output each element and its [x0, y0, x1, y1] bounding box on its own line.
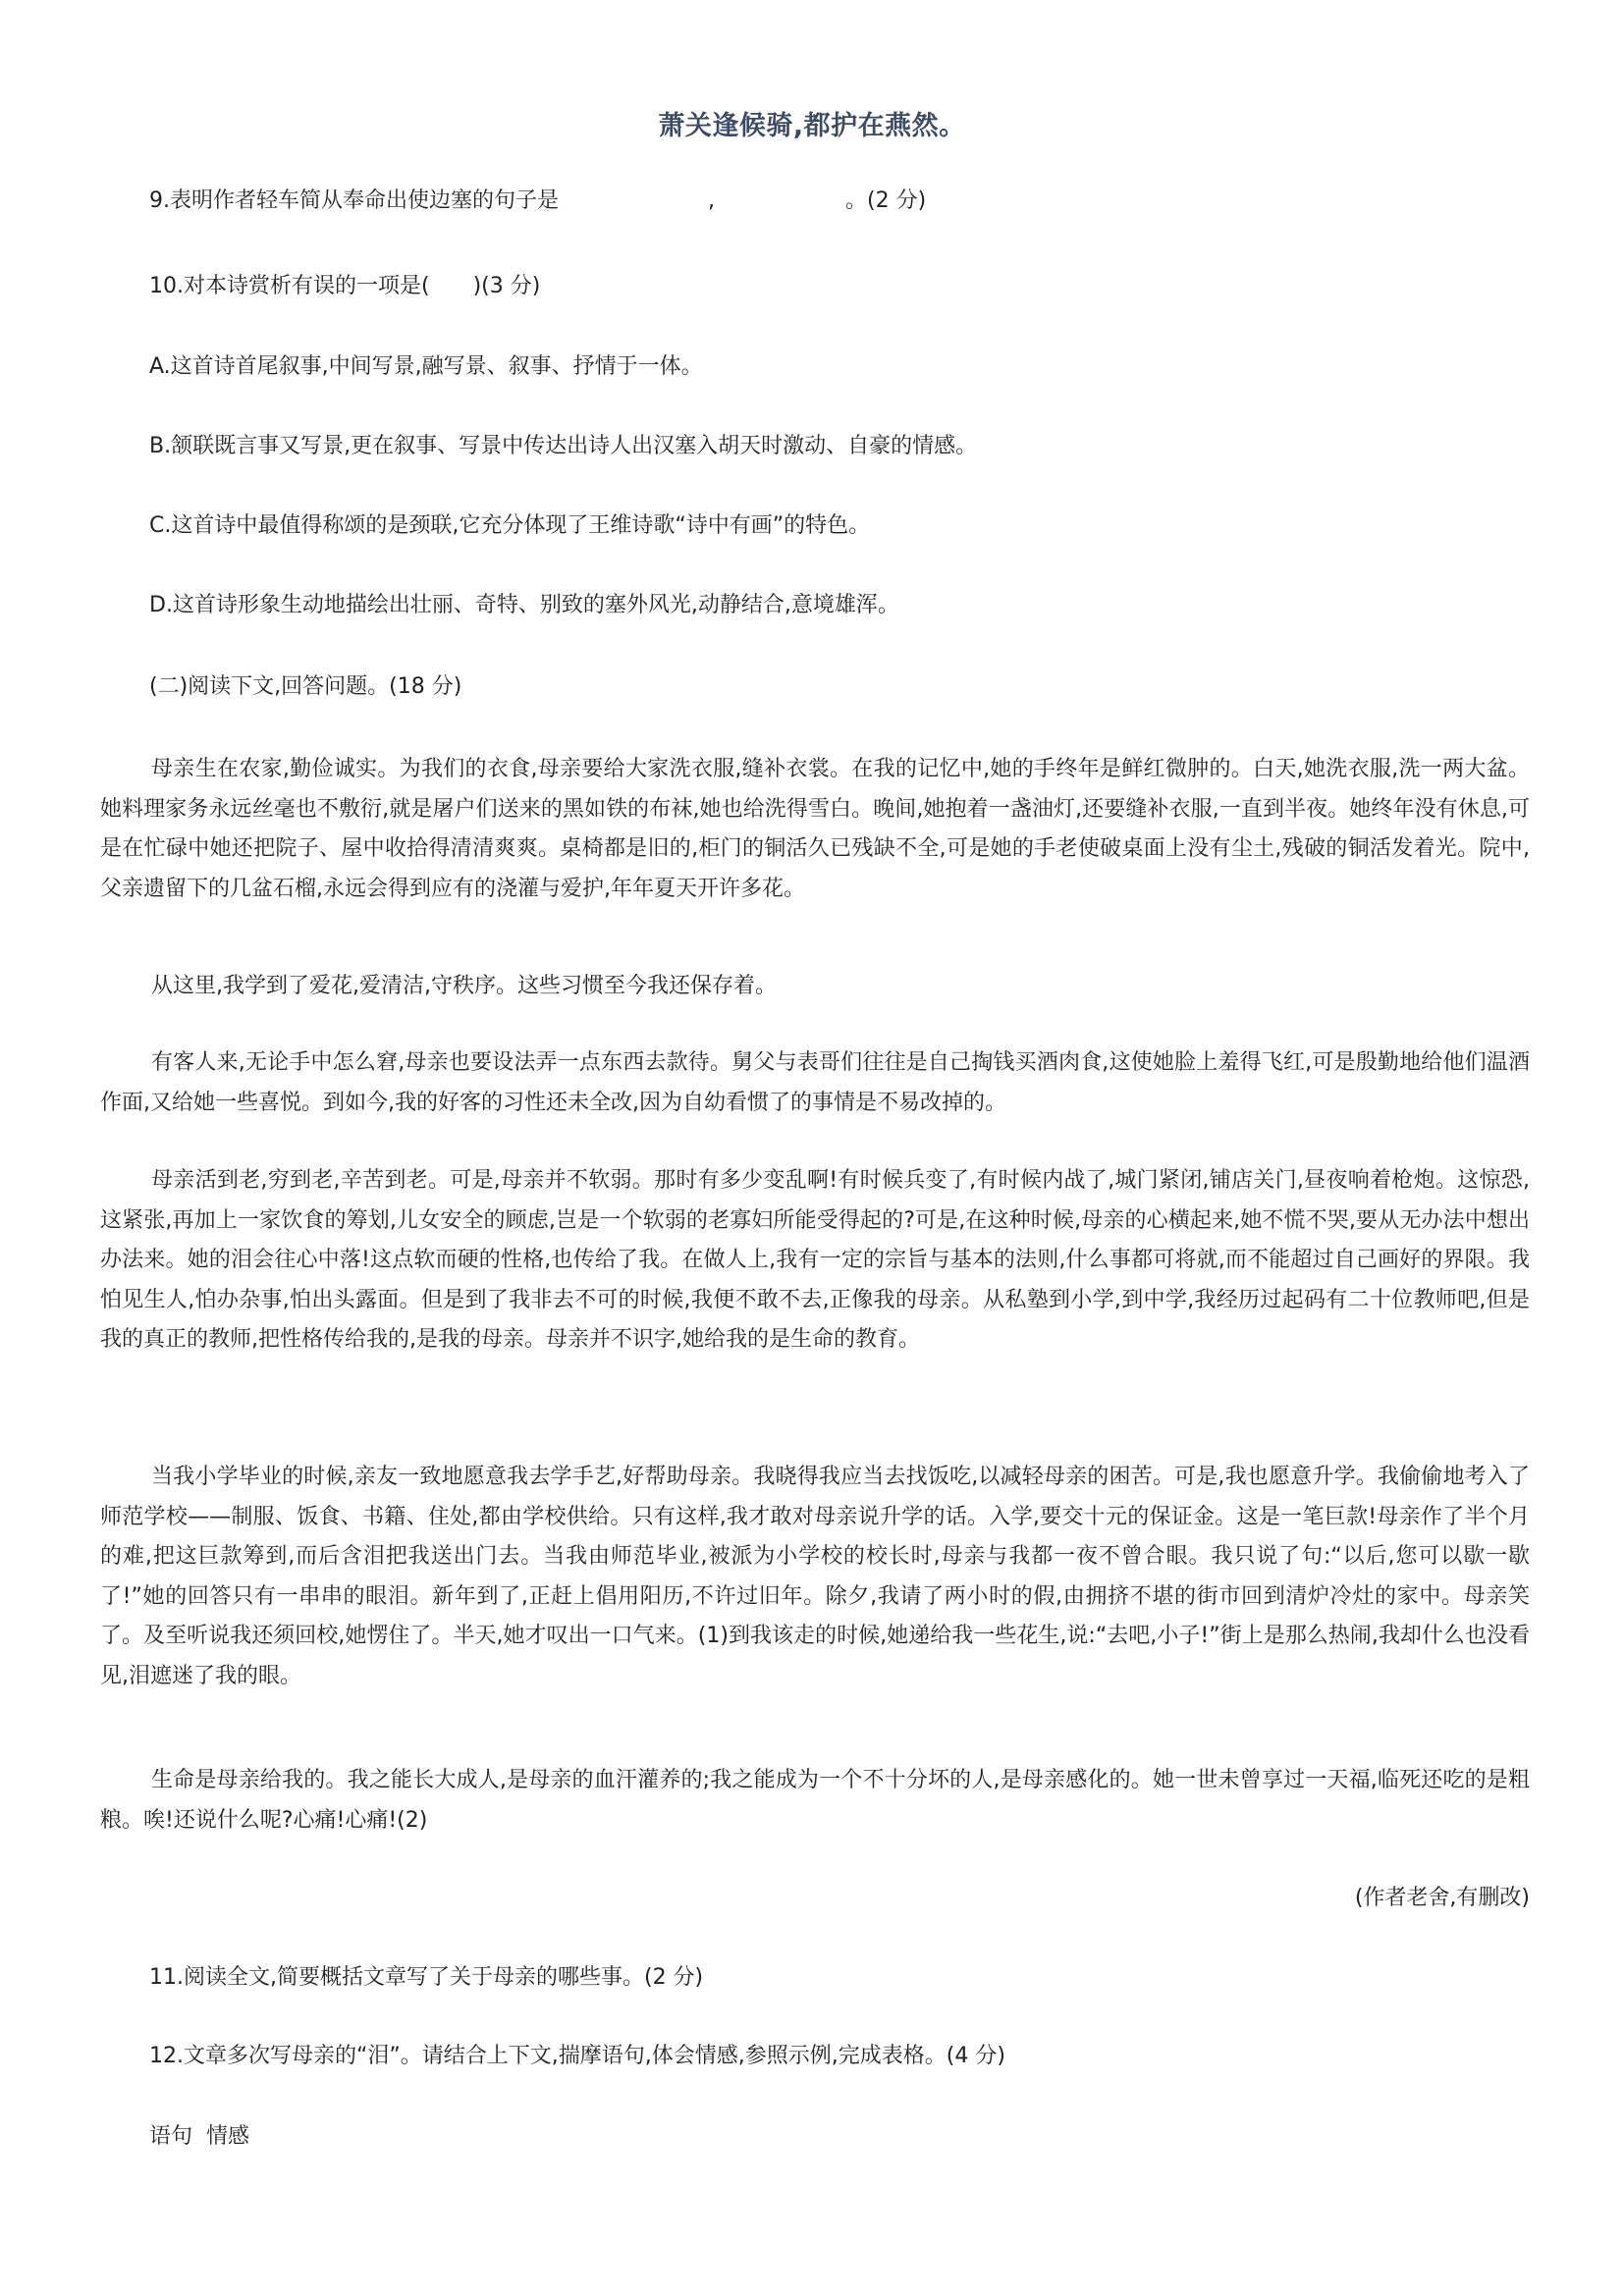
- passage-paragraph: 生命是母亲给我的。我之能长大成人,是母亲的血汗灌养的;我之能成为一个不十分坏的人,是母亲感化的。她一世未曾享过一天福,临死还吃的是粗粮。唉!还说什么呢?心痛!心痛!(2): [100, 1768, 1530, 1833]
- option-a: A.这首诗首尾叙事,中间写景,融写景、叙事、抒情于一体。: [149, 354, 703, 379]
- table-header: 语句 情感: [149, 2124, 249, 2149]
- option-d: D.这首诗形象生动地描绘出壮丽、奇特、别致的塞外风光,动静结合,意境雄浑。: [149, 593, 899, 617]
- question-9-prefix: 9.表明作者轻车简从奉命出使边塞的句子是: [149, 188, 559, 213]
- question-12: 12.文章多次写母亲的“泪”。请结合上下文,揣摩语句,体会情感,参照示例,完成表格。(4 分): [149, 2044, 1005, 2068]
- page-title: 萧关逢候骑,都护在燕然。: [658, 111, 966, 141]
- passage-paragraph: 母亲活到老,穷到老,辛苦到老。可是,母亲并不软弱。那时有多少变乱啊!有时候兵变了,有时候内战了,城门紧闭,铺店关门,昼夜响着枪炮。这惊恐,这紧张,再加上一家饮食的筹划,儿女安全的顾虑,岂是一个软弱的老寡妇所能受得起的?可是,在这种时候,母亲的心横起来,她不慌不哭,要从无办法中想出办法来。她的泪会往心中落!这点软而硬的性格,也传给了我。在做人上,我有一定的宗旨与基本的法则,什么事都可将就,而不能超过自己画好的界限。我怕见生人,怕办杂事,怕出头露面。但是到了我非去不可的时候,我便不敢不去,正像我的母亲。从私塾到小学,到中学,我经历过起码有二十位教师吧,但是我的真正的教师,把性格传给我的,是我的母亲。母亲并不识字,她给我的是生命的教育。: [100, 1168, 1530, 1352]
- section-heading: (二)阅读下文,回答问题。(18 分): [149, 674, 462, 699]
- passage-paragraph: 当我小学毕业的时候,亲友一致地愿意我去学手艺,好帮助母亲。我晓得我应当去找饭吃,以减轻母亲的困苦。可是,我也愿意升学。我偷偷地考入了师范学校——制服、饭食、书籍、住处,都由学校供给。只有这样,我才敢对母亲说升学的话。入学,要交十元的保证金。这是一笔巨款!母亲作了半个月的难,把这巨款筹到,而后含泪把我送出门去。当我由师范毕业,被派为小学校的校长时,母亲与我都一夜不曾合眼。我只说了句:“以后,您可以歇一歇了!”她的回答只有一串串的眼泪。新年到了,正赶上倡用阳历,不许过旧年。除夕,我请了两小时的假,由拥挤不堪的街市回到清炉冷灶的家中。母亲笑了。及至听说我还须回校,她愣住了。半天,她才叹出一口气来。(1)到我该走的时候,她递给我一些花生,说:“去吧,小子!”街上是那么热闹,我却什么也没看见,泪遮迷了我的眼。: [100, 1465, 1530, 1688]
- question-11: 11.阅读全文,简要概括文章写了关于母亲的哪些事。(2 分): [149, 1965, 704, 1990]
- passage-paragraph: 从这里,我学到了爱花,爱清洁,守秩序。这些习惯至今我还保存着。: [151, 974, 777, 998]
- passage-paragraph: 母亲生在农家,勤俭诚实。为我们的衣食,母亲要给大家洗衣服,缝补衣裳。在我的记忆中,她的手终年是鲜红微肿的。白天,她洗衣服,洗一两大盆。她料理家务永远丝毫也不敷衍,就是屠户们送来的黑如铁的布袜,她也给洗得雪白。晚间,她抱着一盏油灯,还要缝补衣服,一直到半夜。她终年没有休息,可是在忙碌中她还把院子、屋中收拾得清清爽爽。桌椅都是旧的,柜门的铜活久已残缺不全,可是她的手老使破桌面上没有尘土,残破的铜活发着光。院中,父亲遗留下的几盆石榴,永远会得到应有的浇灌与爱护,年年夏天开许多花。: [100, 757, 1530, 901]
- question-9: [149, 187, 926, 216]
- option-b: B.颔联既言事又写景,更在叙事、写景中传达出诗人出汉塞入胡天时激动、自豪的情感。: [149, 434, 978, 458]
- question-9-comma: ,: [708, 188, 715, 213]
- question-10: 10.对本诗赏析有误的一项是( )(3 分): [149, 274, 541, 298]
- attribution: (作者老舍,有删改): [1354, 1886, 1530, 1910]
- option-c: C.这首诗中最值得称颂的是颈联,它充分体现了王维诗歌“诗中有画”的特色。: [149, 513, 871, 538]
- question-9-suffix: 。(2 分): [845, 188, 927, 213]
- passage-paragraph: 有客人来,无论手中怎么窘,母亲也要设法弄一点东西去款待。舅父与表哥们往往是自己掏钱买酒肉食,这使她脸上羞得飞红,可是殷勤地给他们温酒作面,又给她一些喜悦。到如今,我的好客的习性还未全改,因为自幼看惯了的事情是不易改掉的。: [100, 1050, 1530, 1115]
